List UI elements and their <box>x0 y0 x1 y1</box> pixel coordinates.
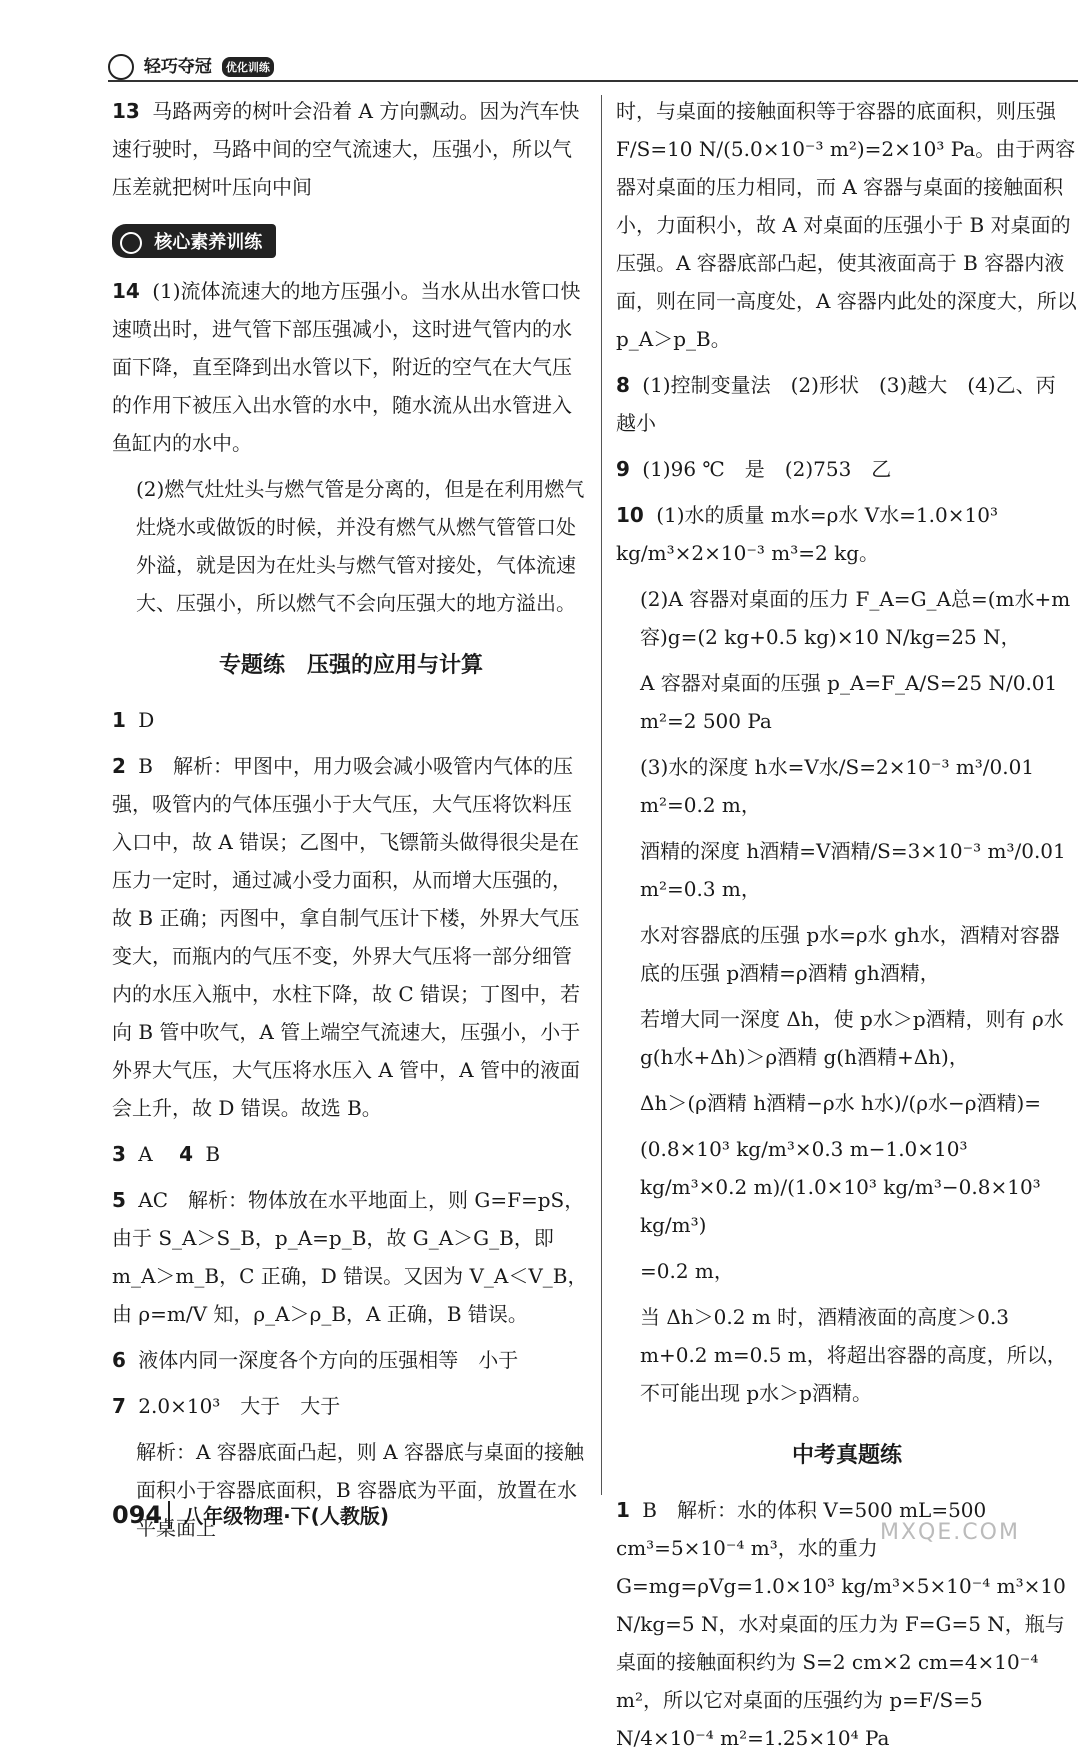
answer-7 <box>112 1387 590 1425</box>
page-header <box>108 52 1078 86</box>
answer-text: 马路两旁的树叶会沿着 A 方向飘动。因为汽车快速行驶时，马路中间的空气流速大，压强小，所以气压差就把树叶压向中间 <box>112 99 580 199</box>
left-column <box>112 92 590 1555</box>
question-number: 4 <box>179 1142 194 1166</box>
answer-text: B <box>205 1142 221 1166</box>
book-title: 八年级物理·下(人教版) <box>183 1504 389 1528</box>
answer-13 <box>112 92 590 206</box>
question-number: 5 <box>112 1188 126 1212</box>
core-literacy-badge <box>112 224 276 258</box>
answer-text: D <box>138 708 155 732</box>
answer-text: B 解析：甲图中，用力吸会减小吸管内气体的压强，吸管内的气体压强小于大气压，大气压将饮料压入口中，故 A 错误；乙图中，飞镖箭头做得很尖是在压力一定时，通过减小受力面积，从而增大压强的，故 B 正确；丙图中，拿自制气压计下楼，外界大气压变大，而瓶内的气压不变，外界大气压将一部分细管内的水压入瓶中，水柱下降，故 C 错误；丁图中，若向 B 管中吹气，A 管上端空气流速大，压强小，小于外界大气压，大气压将水压入 A 管中，A 管中的液面会上升，故 D 错误。故选 B。 <box>112 754 581 1120</box>
section-title: 专题练 压强的应用与计算 <box>218 653 483 678</box>
question-number: 9 <box>616 457 630 481</box>
question-number: 1 <box>112 708 126 732</box>
question-number: 2 <box>112 754 126 778</box>
question-number: 7 <box>112 1394 126 1418</box>
answer-text: B 解析：水的体积 V=500 mL=500 cm³=5×10⁻⁴ m³，水的重力 G=mg=ρVg=1.0×10³ kg/m³×5×10⁻⁴ m³×10 N/kg=5 N，水对桌面的压力为 F=G=5 N，瓶与桌面的接触面积约为 S=2 cm×2 cm=4×10⁻⁴ m²，所以它对桌面的压强约为 p=F/S=5 N/4×10⁻⁴ m²=1.25×10⁴ Pa <box>616 1498 1066 1750</box>
crown-icon <box>120 232 142 254</box>
question-number: 6 <box>112 1348 126 1372</box>
answer-1 <box>112 701 590 739</box>
question-number: 3 <box>112 1142 126 1166</box>
answer-10-line9: (0.8×10³ kg/m³×0.3 m−1.0×10³ kg/m³×0.2 m)/(1.0×10³ kg/m³−0.8×10³ kg/m³) <box>640 1137 1041 1237</box>
answer-2 <box>112 747 590 1127</box>
answer-text: A <box>138 1142 173 1166</box>
answer-9 <box>616 450 1078 488</box>
brand-subtitle: 优化训练 <box>222 57 274 77</box>
answer-10-line4: (3)水的深度 h水=V水/S=2×10⁻³ m³/0.01 m²=0.2 m， <box>640 755 1035 817</box>
answer-text: AC 解析：物体放在水平地面上，则 G=F=pS，由于 S_A＞S_B，p_A=p_B，故 G_A＞G_B，即 m_A＞m_B，C 正确，D 错误。又因为 V_A＜V_B，由 ρ=m/V 知，ρ_A＞ρ_B，A 正确，B 错误。 <box>112 1188 588 1326</box>
answer-text: (1)96 ℃ 是 (2)753 乙 <box>642 457 892 481</box>
answer-text: (1)水的质量 m水=ρ水 V水=1.0×10³ kg/m³×2×10⁻³ m³=2 kg。 <box>616 503 998 565</box>
answer-10-line7: 若增大同一深度 Δh，使 p水＞p酒精，则有 ρ水 g(h水+Δh)＞ρ酒精 g(h酒精+Δh)， <box>640 1007 1064 1069</box>
brand-logo <box>108 52 274 80</box>
question-number: 14 <box>112 279 140 303</box>
brand-title: 轻巧夺冠 <box>143 57 212 77</box>
column-divider <box>601 95 602 1495</box>
watermark: MXQE.COM <box>880 1520 1020 1545</box>
answer-10-line10: =0.2 m， <box>640 1259 734 1283</box>
answer-10-line3: A 容器对桌面的压强 p_A=F_A/S=25 N/0.01 m²=2 500 Pa <box>640 671 1058 733</box>
answer-10-line6: 水对容器底的压强 p水=ρ水 gh水，酒精对容器底的压强 p酒精=ρ酒精 gh酒精， <box>640 923 1060 985</box>
answer-10-line11: 当 Δh＞0.2 m 时，酒精液面的高度＞0.3 m+0.2 m=0.5 m，将超出容器的高度，所以，不可能出现 p水＞p酒精。 <box>640 1305 1067 1405</box>
answer-10-line2: (2)A 容器对桌面的压力 F_A=G_A总=(m水+m容)g=(2 kg+0.5 kg)×10 N/kg=25 N， <box>640 587 1071 649</box>
answer-text: 2.0×10³ 大于 大于 <box>138 1394 341 1418</box>
page-number: 094 <box>112 1501 170 1529</box>
answer-10 <box>616 496 1078 572</box>
answer-text: 液体内同一深度各个方向的压强相等 小于 <box>138 1348 519 1372</box>
question-number: 8 <box>616 373 630 397</box>
header-rule <box>108 80 1078 82</box>
answer-text: (1)控制变量法 (2)形状 (3)越大 (4)乙、丙 越小 <box>616 373 1076 435</box>
question-number: 1 <box>616 1498 630 1522</box>
question-number: 13 <box>112 99 140 123</box>
answer-14 <box>112 272 590 462</box>
answer-7-continued: 时，与桌面的接触面积等于容器的底面积，则压强 F/S=10 N/(5.0×10⁻³ m²)=2×10³ Pa。由于两容器对桌面的压力相同，而 A 容器与桌面的接触面积小，力面积小，故 A 对桌面的压强小于 B 对桌面的压强。A 容器底部凸起，使其液面高于 B 容器内液面，则在同一高度处，A 容器内此处的深度大，所以 p_A＞p_B。 <box>616 99 1077 351</box>
answer-7-analysis: 解析：A 容器底面凸起，则 A 容器底与桌面的接触面积小于容器底面积，B 容器底为平面，放置在水平桌面上 <box>136 1440 584 1540</box>
answer-text: (1)流体流速大的地方压强小。当水从出水管口快速喷出时，进气管下部压强减小，这时进气管内的水面下降，直至降到出水管以下，附近的空气在大气压的作用下被压入出水管的水中，随水流从出水管进入鱼缸内的水中。 <box>112 279 581 455</box>
answer-10-line8: Δh＞(ρ酒精 h酒精−ρ水 h水)/(ρ水−ρ酒精)= <box>640 1091 1042 1115</box>
answer-6 <box>112 1341 590 1379</box>
mascot-icon <box>108 54 134 80</box>
answer-10-line5: 酒精的深度 h酒精=V酒精/S=3×10⁻³ m³/0.01 m²=0.3 m， <box>640 839 1066 901</box>
answer-14-part2: (2)燃气灶灶头与燃气管是分离的，但是在利用燃气灶烧水或做饭的时候，并没有燃气从燃气管管口处外溢，就是因为在灶头与燃气管对接处，气体流速大、压强小，所以燃气不会向压强大的地方溢出。 <box>136 477 585 615</box>
section-title: 中考真题练 <box>791 1443 902 1468</box>
page-footer <box>112 1500 389 1529</box>
badge-label: 核心素养训练 <box>154 232 263 253</box>
question-number: 10 <box>616 503 644 527</box>
answer-3-4 <box>112 1135 590 1173</box>
answer-5 <box>112 1181 590 1333</box>
answer-8 <box>616 366 1078 442</box>
